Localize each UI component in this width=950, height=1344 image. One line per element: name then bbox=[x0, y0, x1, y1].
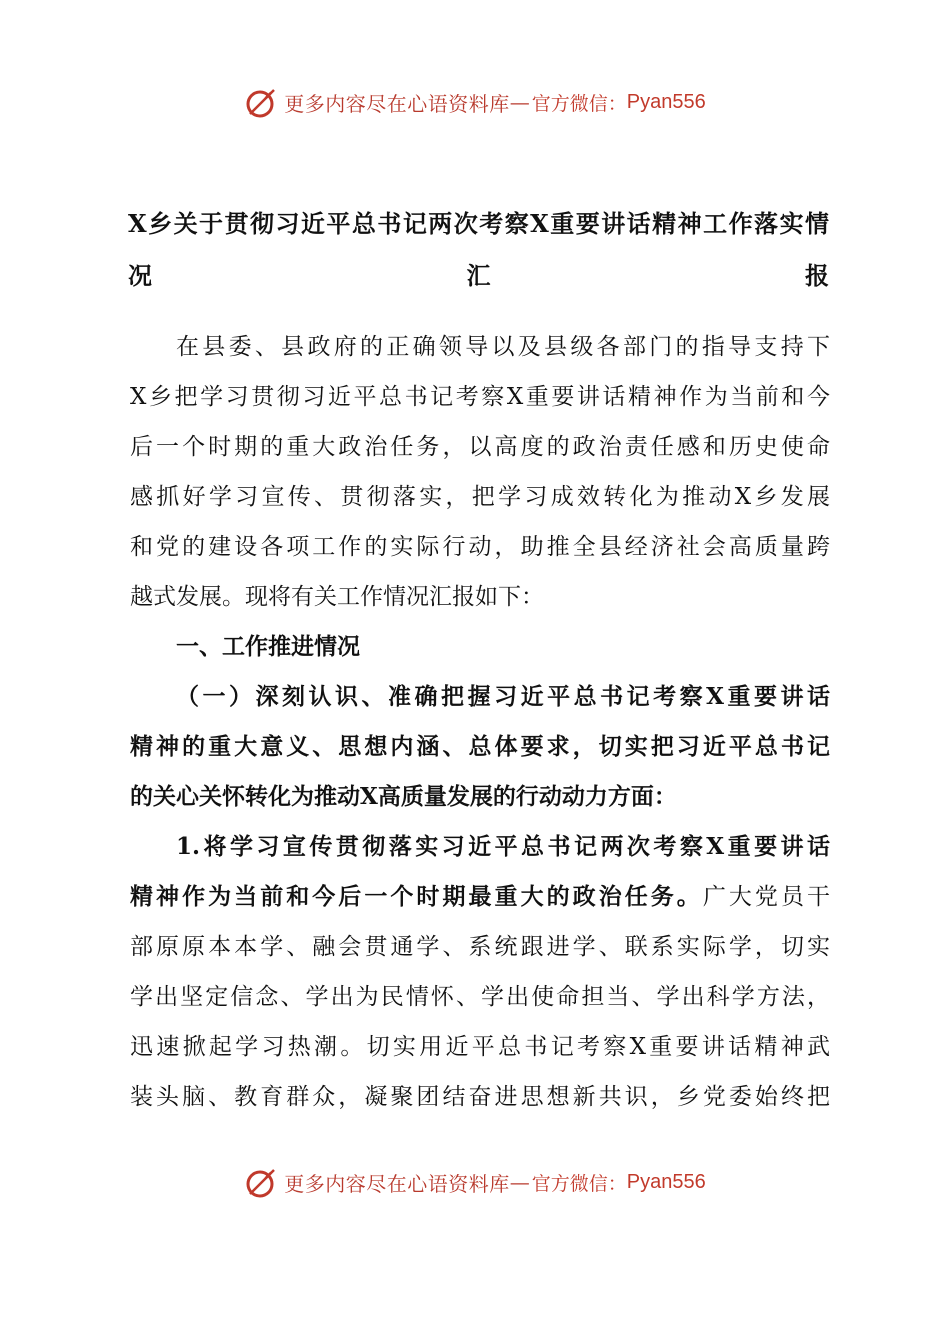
watermark-account: Pyan556 bbox=[626, 1170, 706, 1193]
section-heading: 一、工作推进情况 bbox=[176, 633, 360, 660]
item-text-line: 迅速掀起学习热潮。切实用近平总书记考察X重要讲话精神武 bbox=[130, 1034, 830, 1060]
intro-line: 感抓好学习宣传、贯彻落实，把学习成效转化为推动X乡发展 bbox=[130, 484, 830, 510]
intro-line: 和党的建设各项工作的实际行动，助推全县经济社会高质量跨 bbox=[130, 534, 830, 560]
item-heading-line: 1.将学习宣传贯彻落实习近平总书记两次考察X重要讲话 bbox=[176, 833, 830, 860]
document-title bbox=[128, 198, 830, 302]
subsection-heading-line: 精神的重大意义、思想内涵、总体要求，切实把习近平总书记 bbox=[130, 733, 830, 760]
title-line: X乡关于贯彻习近平总书记两次考察X重要讲话精神工作落实情 bbox=[128, 209, 830, 238]
title-line: 况汇报 bbox=[128, 261, 830, 290]
intro-line: 在县委、县政府的正确领导以及县级各部门的指导支持下 bbox=[176, 334, 830, 360]
watermark-label: 官方微信： bbox=[531, 92, 627, 115]
item-mixed-line bbox=[130, 872, 830, 922]
watermark-brand: 更多内容尽在心语资料库 bbox=[284, 91, 510, 116]
intro-line: 后一个时期的重大政治任务，以高度的政治责任感和历史使命 bbox=[130, 434, 830, 460]
watermark-account: Pyan556 bbox=[626, 90, 706, 113]
watermark-banner-top bbox=[0, 82, 950, 122]
subsection-heading-line: 的关心关怀转化为推动X高质量发展的行动动力方面： bbox=[130, 783, 677, 810]
quill-logo-icon bbox=[244, 1164, 280, 1200]
subsection-heading-line: （一）深刻认识、准确把握习近平总书记考察X重要讲话 bbox=[176, 683, 830, 710]
watermark-separator: — bbox=[509, 1170, 530, 1194]
item-text-line: 部原原本本学、融会贯通学、系统跟进学、联系实际学，切实 bbox=[130, 934, 830, 960]
item-heading-tail: 精神作为当前和今后一个时期最重大的政治任务。 bbox=[130, 883, 703, 910]
document-body bbox=[130, 322, 830, 1122]
watermark-separator: — bbox=[509, 90, 530, 114]
intro-line: X乡把学习贯彻习近平总书记考察X重要讲话精神作为当前和今 bbox=[130, 384, 830, 410]
watermark-banner-bottom bbox=[0, 1162, 950, 1202]
watermark-brand: 更多内容尽在心语资料库 bbox=[284, 1171, 510, 1196]
quill-logo-icon bbox=[244, 84, 280, 120]
intro-line: 越式发展。现将有关工作情况汇报如下： bbox=[130, 584, 544, 610]
item-text-start: 广大党员干 bbox=[702, 884, 831, 910]
item-text-line: 装头脑、教育群众，凝聚团结奋进思想新共识，乡党委始终把 bbox=[130, 1084, 830, 1110]
watermark-label: 官方微信： bbox=[531, 1172, 627, 1195]
item-text-line: 学出坚定信念、学出为民情怀、学出使命担当、学出科学方法， bbox=[130, 984, 830, 1010]
